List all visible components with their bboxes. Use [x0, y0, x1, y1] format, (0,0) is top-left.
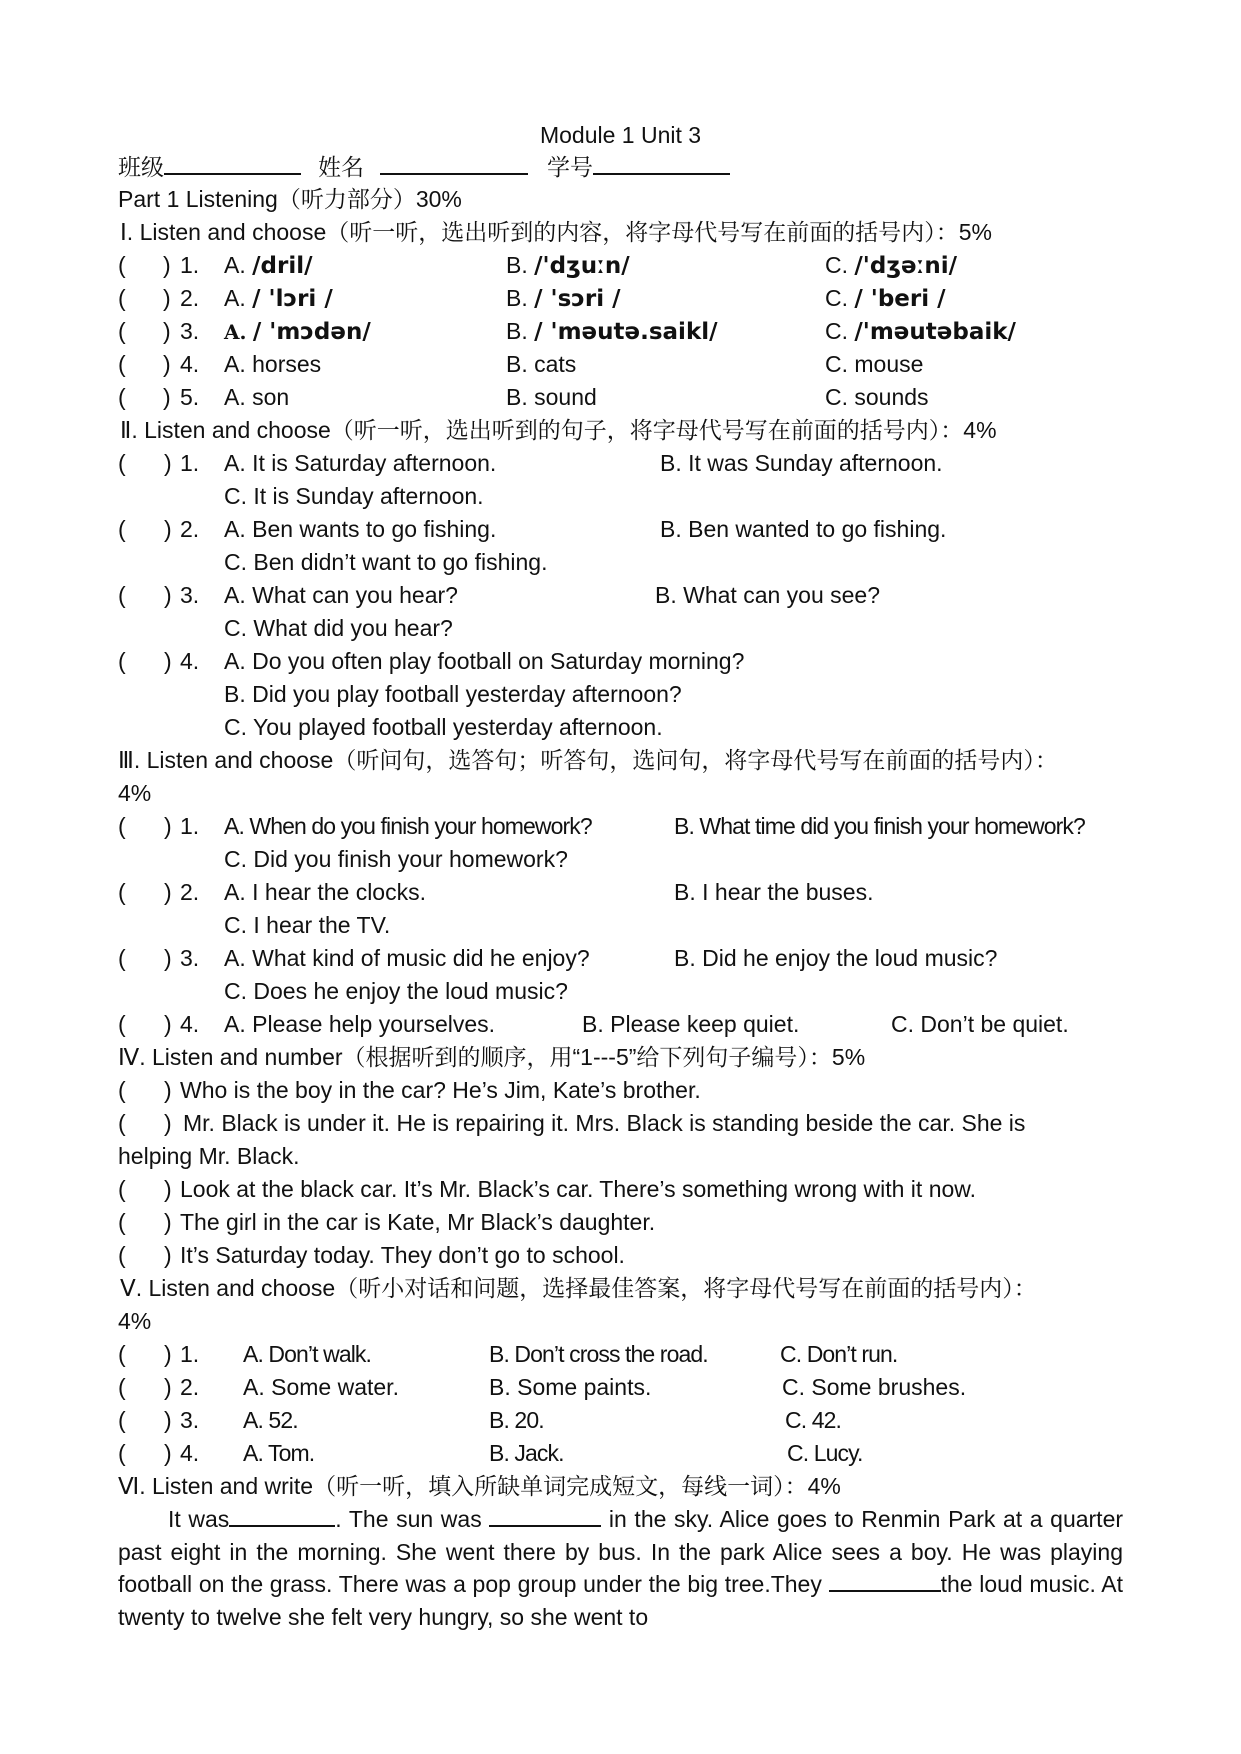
sentence-2: Mr. Black is under it. He is repairing it. Mrs. Black is standing beside the car. She is: [183, 1110, 1026, 1136]
answer-paren: ( ): [118, 945, 172, 971]
item-number: 2.: [180, 285, 200, 311]
option-a: A. It is Saturday afternoon.: [224, 450, 497, 476]
item-number: 2.: [180, 879, 200, 905]
option-c: C. I hear the TV.: [224, 912, 391, 938]
part1-heading: Part 1 Listening（听力部分）30%: [118, 186, 462, 212]
option-a: A. 52.: [243, 1407, 298, 1433]
sentence-3: Look at the black car. It’s Mr. Black’s car. There’s something wrong with it now.: [180, 1176, 977, 1202]
answer-paren-close: ): [163, 318, 171, 344]
section3-heading-cont: 4%: [118, 780, 152, 806]
section3-heading: Ⅲ. Listen and choose（听问句，选答句；听答句，选问句，将字母代号写在前面的括号内）：: [118, 747, 1058, 773]
answer-paren: ( ): [118, 879, 172, 905]
number-blank[interactable]: [593, 151, 730, 175]
option-c: C. Lucy.: [787, 1440, 863, 1466]
option-b: B. /'dʒuːn/: [506, 252, 630, 279]
answer-paren: ( ): [118, 1077, 172, 1103]
page-title: Module 1 Unit 3: [539, 122, 702, 148]
sentence-5: It’s Saturday today. They don’t go to school.: [180, 1242, 625, 1268]
option-a: A. I hear the clocks.: [224, 879, 426, 905]
section5-heading: Ⅴ. Listen and choose（听小对话和问题，选择最佳答案，将字母代号写在前面的括号内）：: [120, 1275, 1037, 1301]
passage-text: It was: [168, 1506, 230, 1532]
answer-paren-open: (: [118, 318, 126, 344]
answer-paren: ( ): [118, 450, 172, 476]
answer-paren: ( ): [118, 1110, 172, 1136]
option-c: C. What did you hear?: [224, 615, 453, 641]
answer-paren-close: ): [163, 384, 171, 410]
item-number: 4.: [180, 1440, 200, 1466]
answer-paren-open: (: [118, 351, 126, 377]
answer-paren: ( ): [118, 1341, 172, 1367]
option-b: B. Did he enjoy the loud music?: [674, 945, 998, 971]
passage-text: . The sun was: [335, 1506, 482, 1532]
option-b: B. sound: [506, 384, 597, 410]
option-a: A. Don’t walk.: [243, 1341, 372, 1367]
answer-paren-open: (: [118, 285, 126, 311]
passage-text: the loud music. At twenty to twelve she felt very hungry, so she went to: [118, 1571, 1124, 1630]
option-c: C. Did you finish your homework?: [224, 846, 568, 872]
option-b: B. I hear the buses.: [674, 879, 874, 905]
passage-text: in the sky. Alice goes to Renmin Park at a quarter past eight in the morning. She went there by bus. In the park Alice sees a boy. He was playing football on the grass. There was a pop group under the big tree.They: [118, 1506, 1124, 1597]
option-a: A. What kind of music did he enjoy?: [224, 945, 590, 971]
answer-paren: ( ): [118, 582, 172, 608]
answer-paren: ( ): [118, 516, 172, 542]
option-a: A. / 'lɔri /: [224, 285, 333, 312]
section4-heading: Ⅳ. Listen and number（根据听到的顺序，用“1---5”给下列句子编号）：5%: [118, 1044, 866, 1070]
blank-2[interactable]: [489, 1503, 601, 1527]
item-number: 1.: [180, 813, 200, 839]
blank-3[interactable]: [829, 1568, 941, 1592]
item-number: 4.: [180, 351, 200, 377]
answer-paren-open: (: [118, 384, 126, 410]
option-c: C. /'məutəbaik/: [825, 318, 1016, 345]
class-field: [118, 151, 301, 182]
section5-heading-cont: 4%: [118, 1308, 152, 1334]
name-label: 姓名: [318, 154, 364, 180]
option-a: A. What can you hear?: [224, 582, 458, 608]
blank-1[interactable]: [229, 1503, 335, 1527]
item-number: 2.: [180, 1374, 200, 1400]
option-b: B. / 'sɔri /: [506, 285, 621, 312]
option-b: B. cats: [506, 351, 577, 377]
answer-paren: ( ): [118, 1374, 172, 1400]
answer-paren-close: ): [163, 252, 171, 278]
option-b: B. 20.: [489, 1407, 544, 1433]
name-field: [318, 151, 528, 182]
sentence-2-cont: helping Mr. Black.: [118, 1143, 300, 1169]
option-c: C. Does he enjoy the loud music?: [224, 978, 568, 1004]
option-b: B. What time did you finish your homework?: [674, 813, 1085, 839]
answer-paren: ( ): [118, 648, 172, 674]
option-a: A. / 'mɔdən/: [224, 319, 371, 345]
option-b: B. Did you play football yesterday afternoon?: [224, 681, 682, 707]
answer-paren: ( ): [118, 1407, 172, 1433]
item-number: 2.: [180, 516, 200, 542]
answer-paren: ( ): [118, 813, 172, 839]
sentence-4: The girl in the car is Kate, Mr Black’s daughter.: [180, 1209, 656, 1235]
option-c: C. Ben didn’t want to go fishing.: [224, 549, 548, 575]
item-number: 1.: [180, 450, 200, 476]
option-b: B. It was Sunday afternoon.: [660, 450, 943, 476]
option-c: C. /'dʒəːni/: [825, 252, 958, 279]
section2-heading: Ⅱ. Listen and choose（听一听，选出听到的句子，将字母代号写在前面的括号内）：4%: [120, 417, 997, 443]
option-a: A. When do you finish your homework?: [224, 813, 592, 839]
number-field: [547, 151, 730, 182]
item-number: 4.: [180, 648, 200, 674]
option-b: B. Please keep quiet.: [582, 1011, 800, 1037]
option-a: A. Tom.: [243, 1440, 315, 1466]
answer-paren: ( ): [118, 1176, 172, 1202]
class-label: 班级: [118, 154, 164, 180]
item-number: 5.: [180, 384, 200, 410]
option-c: C. It is Sunday afternoon.: [224, 483, 484, 509]
option-a: A. Ben wants to go fishing.: [224, 516, 497, 542]
option-b: B. Jack.: [489, 1440, 564, 1466]
option-c: C. sounds: [825, 384, 929, 410]
option-a: A. son: [224, 384, 290, 410]
option-a: A. Do you often play football on Saturday morning?: [224, 648, 745, 674]
option-b: B. Some paints.: [489, 1374, 652, 1400]
option-c: C. 42.: [785, 1407, 841, 1433]
item-number: 3.: [180, 945, 200, 971]
answer-paren: ( ): [118, 1242, 172, 1268]
answer-paren: ( ): [118, 1440, 172, 1466]
answer-paren-open: (: [118, 252, 126, 278]
option-a: A. /dril/: [224, 252, 313, 279]
section6-heading: Ⅵ. Listen and write（听一听，填入所缺单词完成短文，每线一词）：4%: [118, 1473, 841, 1499]
item-number: 3.: [180, 582, 200, 608]
section1-heading: Ⅰ. Listen and choose（听一听，选出听到的内容，将字母代号写在前面的括号内）：5%: [120, 219, 993, 245]
answer-paren: ( ): [118, 1209, 172, 1235]
option-b: B. / 'məutə.saikl/: [506, 318, 718, 345]
option-c: C. Don’t be quiet.: [891, 1011, 1069, 1037]
option-c: C. Don’t run.: [780, 1341, 898, 1367]
option-c: C. / 'beri /: [825, 285, 946, 312]
option-b: B. Ben wanted to go fishing.: [660, 516, 947, 542]
option-c: C. You played football yesterday afternoon.: [224, 714, 663, 740]
answer-paren-close: ): [163, 351, 171, 377]
item-number: 1.: [180, 252, 200, 278]
item-number: 1.: [180, 1341, 200, 1367]
option-a: A. Please help yourselves.: [224, 1011, 496, 1037]
sentence-1: Who is the boy in the car? He’s Jim, Kate’s brother.: [180, 1077, 701, 1103]
option-b: B. What can you see?: [655, 582, 881, 608]
option-a: A. Some water.: [243, 1374, 399, 1400]
option-b: B. Don’t cross the road.: [489, 1341, 708, 1367]
option-c: C. Some brushes.: [782, 1374, 967, 1400]
option-c: C. mouse: [825, 351, 924, 377]
class-blank[interactable]: [164, 151, 301, 175]
passage: [118, 1503, 1123, 1633]
answer-paren: ( ): [118, 1011, 172, 1037]
item-number: 3.: [180, 1407, 200, 1433]
name-blank[interactable]: [380, 151, 528, 175]
item-number: 4.: [180, 1011, 200, 1037]
option-a: A. horses: [224, 351, 322, 377]
number-label: 学号: [547, 154, 593, 180]
answer-paren-close: ): [163, 285, 171, 311]
item-number: 3.: [180, 318, 200, 344]
